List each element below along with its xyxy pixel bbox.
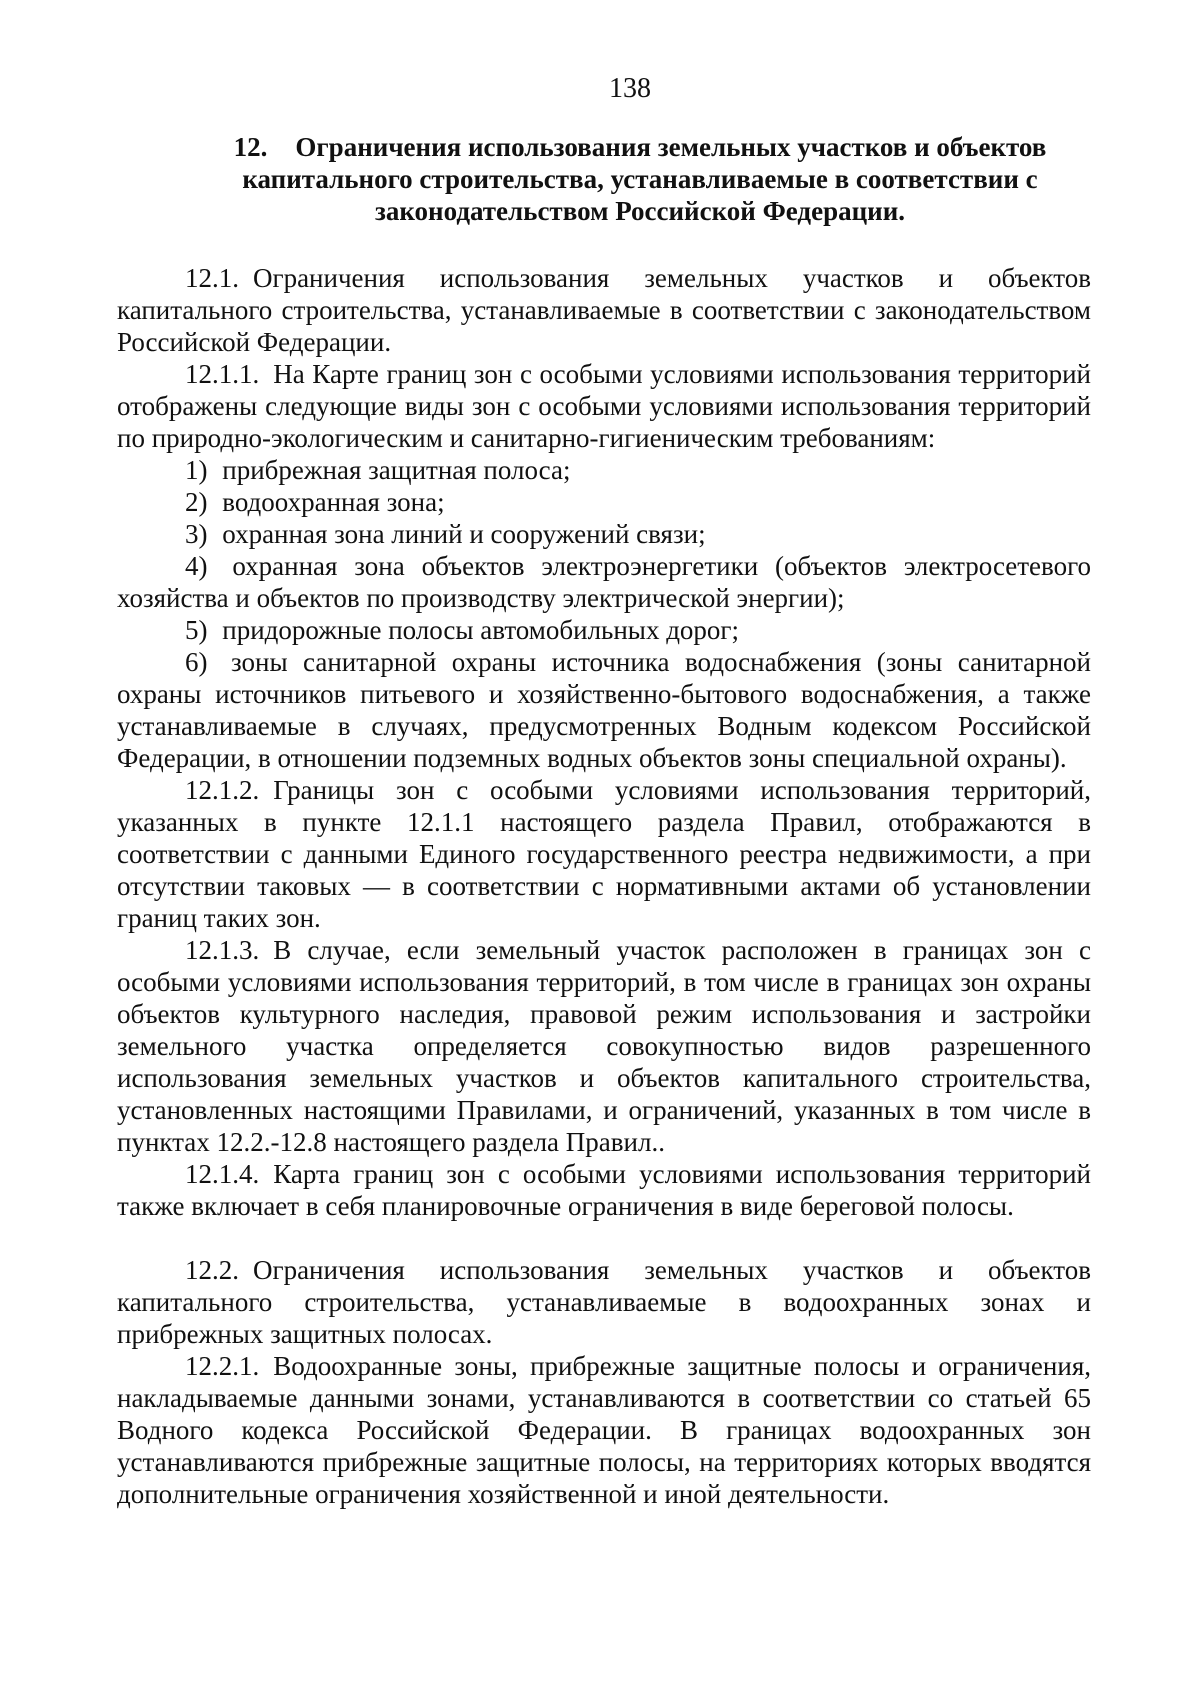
list-item (117, 614, 1091, 646)
clause-number: 12.1.3. (185, 935, 260, 965)
list-item-number: 4) (185, 551, 208, 581)
clause-number: 12.2.1. (185, 1351, 260, 1381)
clause-number: 12.2. (185, 1255, 239, 1285)
clause-12-1-3 (117, 934, 1091, 1158)
section-title: Ограничения использования земельных участков и объектов капитального строительства, устанавливаемые в соответствии с законодательством Российской Федерации. (242, 132, 1047, 226)
list-item-text: зоны санитарной охраны источника водоснабжения (зоны санитарной охраны источников питьевого и хозяйственно-бытового водоснабжения, а также устанавливаемые в случаях, предусмотренных Водным кодексом Российской Федерации, в отношении подземных водных объектов зоны специальной охраны). (117, 647, 1091, 773)
list-item-text: водоохранная зона; (222, 487, 445, 517)
list-item (117, 454, 1091, 486)
list-item (117, 518, 1091, 550)
clause-12-2 (117, 1254, 1091, 1350)
section-heading (200, 131, 1080, 227)
clause-number: 12.1. (185, 263, 239, 293)
list-item-number: 6) (185, 647, 208, 677)
list-item-number: 2) (185, 487, 208, 517)
list-item-text: охранная зона объектов электроэнергетики (объектов электросетевого хозяйства и объектов по производству электрической энергии); (117, 551, 1091, 613)
clause-text: Водоохранные зоны, прибрежные защитные полосы и ограничения, накладываемые данными зонами, устанавливаются в соответствии со статьей 65 Водного кодекса Российской Федерации. В границах водоохранных зон устанавливаются прибрежные защитные полосы, на территориях которых вводятся дополнительные ограничения хозяйственной и иной деятельности. (117, 1351, 1091, 1509)
document-body (117, 262, 1091, 1510)
clause-text: В случае, если земельный участок расположен в границах зон с особыми условиями использования территорий, в том числе в границах зон охраны объектов культурного наследия, правовой режим использования и застройки земельного участка определяется совокупностью видов разрешенного использования земельных участков и объектов капитального строительства, установленных настоящими Правилами, и ограничений, указанных в том числе в пунктах 12.2.-12.8 настоящего раздела Правил.. (117, 935, 1091, 1157)
clause-12-1 (117, 262, 1091, 358)
list-item-text: придорожные полосы автомобильных дорог; (222, 615, 740, 645)
section-number: 12. (233, 132, 268, 162)
clause-text: Карта границ зон с особыми условиями использования территорий также включает в себя планировочные ограничения в виде береговой полосы. (117, 1159, 1091, 1221)
clause-12-1-1 (117, 358, 1091, 454)
list-item (117, 486, 1091, 518)
clause-number: 12.1.2. (185, 775, 260, 805)
list-item-text: охранная зона линий и сооружений связи; (222, 519, 706, 549)
clause-12-2-1 (117, 1350, 1091, 1510)
clause-number: 12.1.1. (185, 359, 260, 389)
list-item-text: прибрежная защитная полоса; (222, 455, 571, 485)
list-item-number: 3) (185, 519, 208, 549)
clause-number: 12.1.4. (185, 1159, 260, 1189)
clause-text: Границы зон с особыми условиями использования территорий, указанных в пункте 12.1.1 настоящего раздела Правил, отображаются в соответствии с данными Единого государственного реестра недвижимости, а при отсутствии таковых — в соответствии с нормативными актами об установлении границ таких зон. (117, 775, 1091, 933)
paragraph-gap (117, 1222, 1091, 1254)
clause-text: На Карте границ зон с особыми условиями использования территорий отображены следующие виды зон с особыми условиями использования территорий по природно-экологическим и санитарно-гигиеническим требованиям: (117, 359, 1091, 453)
list-item-number: 5) (185, 615, 208, 645)
clause-12-1-4 (117, 1158, 1091, 1222)
clause-text: Ограничения использования земельных участков и объектов капитального строительства, устанавливаемые в соответствии с законодательством Российской Федерации. (117, 263, 1091, 357)
page-number: 138 (609, 73, 651, 104)
list-item (117, 646, 1091, 774)
clause-12-1-2 (117, 774, 1091, 934)
list-item (117, 550, 1091, 614)
clause-text: Ограничения использования земельных участков и объектов капитального строительства, устанавливаемые в водоохранных зонах и прибрежных защитных полосах. (117, 1255, 1091, 1349)
list-item-number: 1) (185, 455, 208, 485)
